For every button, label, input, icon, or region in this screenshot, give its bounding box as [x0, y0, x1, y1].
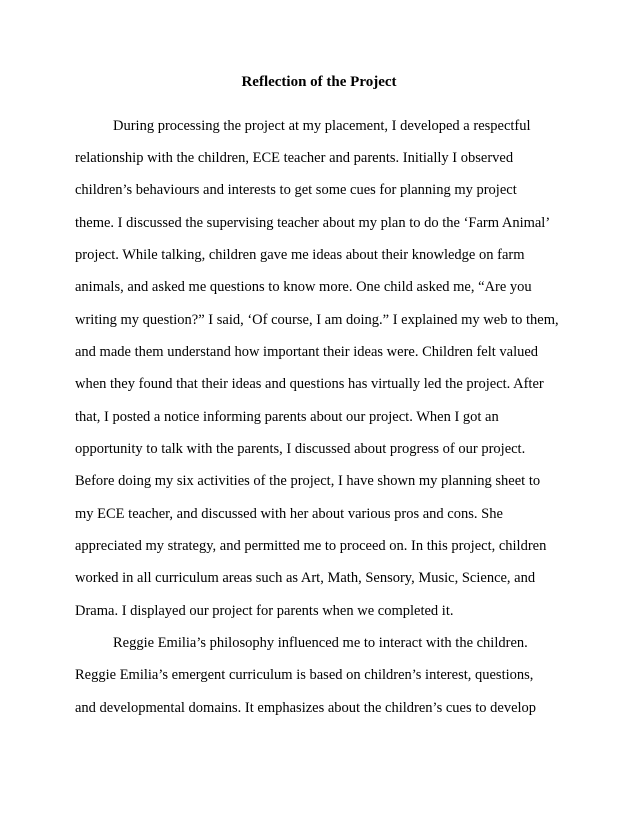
- body-line: appreciated my strategy, and permitted me to proceed on. In this project, children: [75, 538, 547, 554]
- body-line: children’s behaviours and interests to get some cues for planning my project: [75, 182, 517, 198]
- body-line: relationship with the children, ECE teacher and parents. Initially I observed: [75, 150, 514, 166]
- body-line: Reggie Emilia’s philosophy influenced me to interact with the children.: [113, 635, 528, 651]
- body-line: worked in all curriculum areas such as Art, Math, Sensory, Music, Science, and: [75, 570, 536, 586]
- body-line: my ECE teacher, and discussed with her about various pros and cons. She: [75, 506, 503, 522]
- body-line: Before doing my six activities of the project, I have shown my planning sheet to: [75, 473, 541, 489]
- body-line: Reggie Emilia’s emergent curriculum is based on children’s interest, questions,: [75, 667, 534, 683]
- body-line: when they found that their ideas and questions has virtually led the project. After: [75, 376, 544, 392]
- body-line: During processing the project at my placement, I developed a respectful: [113, 118, 531, 134]
- body-line: and made them understand how important their ideas were. Children felt valued: [75, 344, 539, 360]
- document-title: Reflection of the Project: [241, 74, 397, 90]
- body-line: and developmental domains. It emphasizes about the children’s cues to develop: [75, 700, 537, 716]
- body-line: that, I posted a notice informing parents about our project. When I got an: [75, 409, 499, 425]
- body-line: animals, and asked me questions to know more. One child asked me, “Are you: [75, 279, 532, 295]
- body-line: opportunity to talk with the parents, I discussed about progress of our project.: [75, 441, 526, 457]
- body-line: Drama. I displayed our project for parents when we completed it.: [75, 603, 454, 619]
- body-line: project. While talking, children gave me ideas about their knowledge on farm: [75, 247, 525, 263]
- body-line: writing my question?” I said, ‘Of course, I am doing.” I explained my web to them,: [75, 312, 559, 328]
- body-line: theme. I discussed the supervising teacher about my plan to do the ‘Farm Animal’: [75, 215, 551, 231]
